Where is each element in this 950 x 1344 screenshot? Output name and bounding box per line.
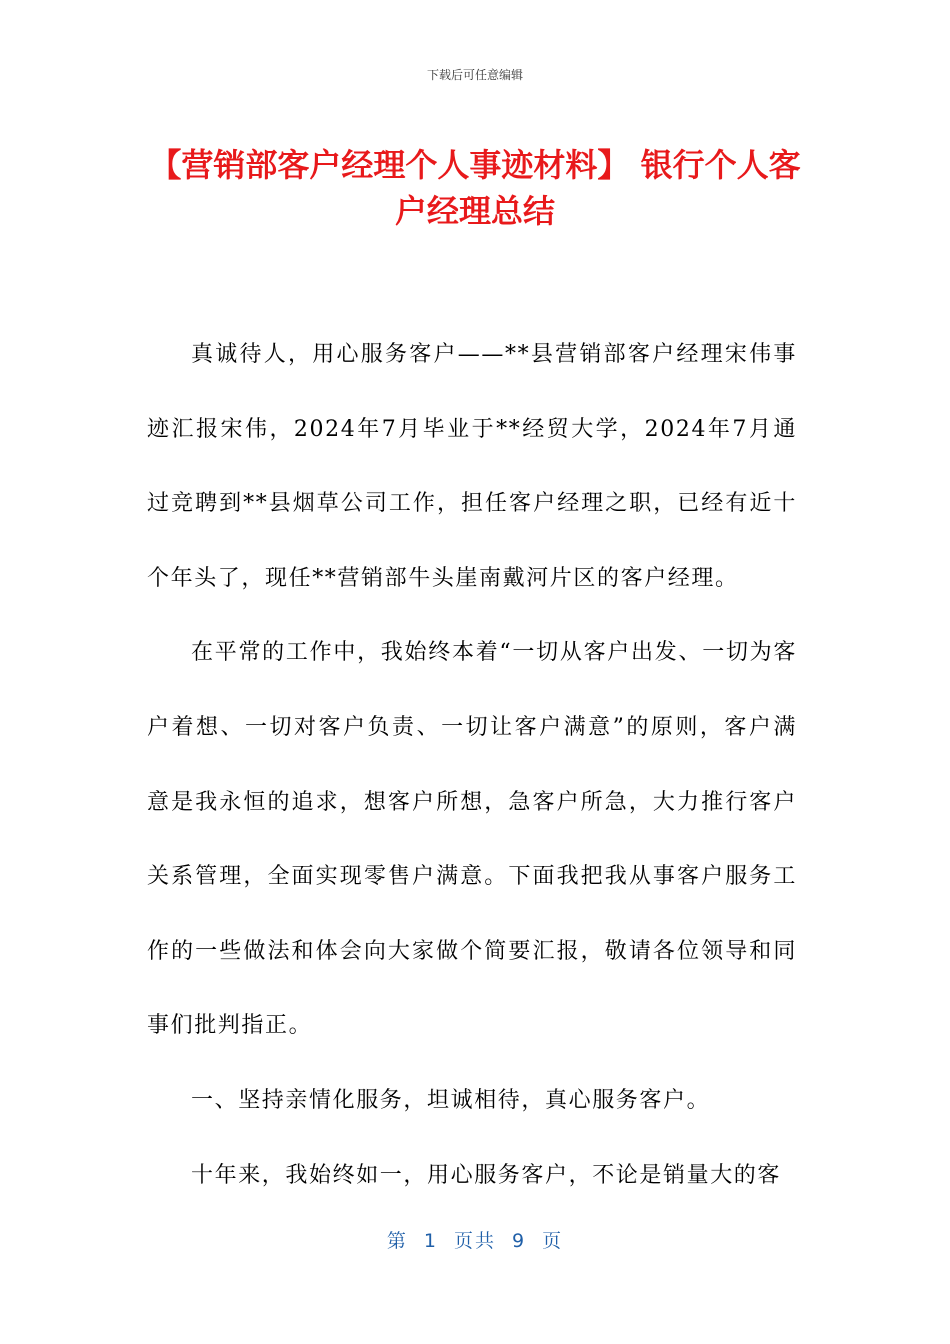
page-label: 第 bbox=[386, 1230, 408, 1252]
page-total: 9 bbox=[512, 1230, 527, 1252]
document-title: 【营销部客户经理个人事迹材料】 银行个人客户经理总结 bbox=[149, 146, 801, 230]
page-current: 1 bbox=[423, 1230, 438, 1252]
document-body bbox=[147, 318, 797, 1213]
total-label: 页共 bbox=[453, 1230, 496, 1252]
header-note: 下载后可任意编辑 bbox=[426, 68, 523, 82]
page-suffix: 页 bbox=[542, 1230, 564, 1252]
paragraph: 在平常的工作中，我始终本着“一切从客户出发、一切为客户着想、一切对客户负责、一切让客户满意”的原则，客户满意是我永恒的追求，想客户所想，急客户所急，大力推行客户关系管理，全面实现零售户满意。下面我把我从事客户服务工作的一些做法和体会向大家做个简要汇报，敬请各位领导和同事们批判指正。 bbox=[147, 640, 797, 1039]
page-footer bbox=[0, 1226, 950, 1253]
paragraph: 真诚待人，用心服务客户——**县营销部客户经理宋伟事迹汇报宋伟，2024年7月毕业于**经贸大学，2024年7月通过竞聘到**县烟草公司工作，担任客户经理之职，已经有近十个年头了，现任**营销部牛头崖南戴河片区的客户经理。 bbox=[147, 342, 797, 591]
section-heading: 一、坚持亲情化服务，坦诚相待，真心服务客户。 bbox=[191, 1087, 711, 1113]
paragraph: 十年来，我始终如一，用心服务客户，不论是销量大的客 bbox=[191, 1162, 782, 1188]
